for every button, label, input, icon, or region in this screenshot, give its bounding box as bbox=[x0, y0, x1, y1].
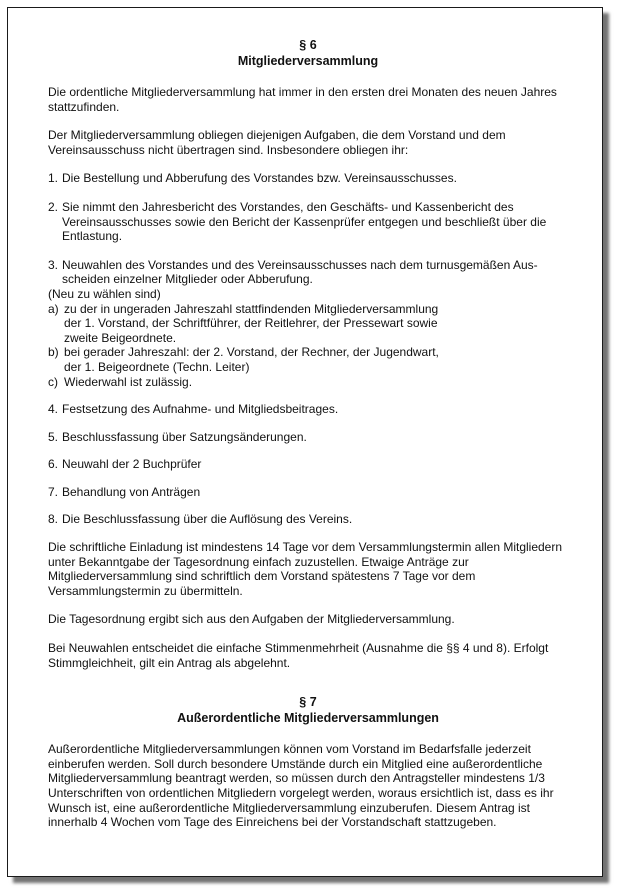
section-6-title: Mitgliederversammlung bbox=[237, 53, 379, 68]
sub-item-c-text: Wiederwahl ist zulässig. bbox=[64, 374, 193, 389]
list-item-8: 8. Die Beschlussfassung über die Auflösung des Vereins. bbox=[48, 512, 568, 527]
list-item-3-line-2: scheiden einzelner Mitglieder oder Abberufung. bbox=[62, 272, 313, 287]
sub-item-c: c) Wiederwahl ist zulässig. bbox=[48, 375, 568, 390]
sub-item-b-line-1: bei gerader Jahreszahl: der 2. Vorstand, der Rechner, der Jugendwart, bbox=[64, 345, 439, 360]
list-item-2: 2. Sie nimmt den Jahresbericht des Vorstandes, den Geschäfts- und Kassenbericht des Vereinsausschusses sowie den Bericht der Kassenprüfer entgegen und beschließt über die Entlastung. bbox=[48, 200, 568, 244]
list-item-6: 6. Neuwahl der 2 Buchprüfer bbox=[48, 457, 568, 472]
section-7-number: § 7 bbox=[299, 695, 317, 710]
list-item-2-text: Sie nimmt den Jahresbericht des Vorstandes, den Geschäfts- und Kassenbericht des Vereinsausschusses sowie den Bericht der Kassenprüfer entgegen und beschließt über die Entlastung. bbox=[62, 199, 547, 244]
list-item-8-text: Die Beschlussfassung über die Auflösung des Vereins. bbox=[62, 512, 353, 527]
section-7-paragraph-1: Außerordentliche Mitgliederversammlungen können vom Vorstand im Bedarfsfalle jederzeit einberufen werden. Soll durch besondere Umstände durch ein Mitglied eine außerordentliche Mitgliederversammlung beantragt werden, so müssen durch den Antragsteller mindestens 1/3 Unterschriften von ordentlichen Mitgliedern vorgelegt werden, woraus ersichtlich ist, dass es ihr Wunsch ist, eine außerordentliche Mitgliederversammlung einzuberufen. Diesem Antrag ist innerhalb 4 Wochen vom Tage des Einreichens bei der Vorstandschaft stattzugeben. bbox=[48, 742, 554, 830]
section-6-paragraph-3: Die schriftliche Einladung ist mindestens 14 Tage vor dem Versammlungstermin allen Mitgliedern unter Bekanntgabe der Tagesordnung einfach zuzustellen. Etwaige Anträge zur Mitgliederversammlung sind schriftlich dem Vorstand spätestens 7 Tage vor dem Versammlungstermin zu übermitteln. bbox=[48, 540, 563, 598]
list-item-1: 1. Die Bestellung und Abberufung des Vorstandes bzw. Vereinsausschusses. bbox=[48, 171, 568, 186]
document-page bbox=[7, 7, 603, 877]
section-6-paragraph-2: Der Mitgliederversammlung obliegen diejenigen Aufgaben, die dem Vorstand und dem Vereinsausschuss nicht übertragen sind. Insbesondere obliegen ihr: bbox=[48, 128, 506, 157]
list-item-5: 5. Beschlussfassung über Satzungsänderungen. bbox=[48, 430, 568, 445]
section-6-paragraph-5: Bei Neuwahlen entscheidet die einfache Stimmenmehrheit (Ausnahme die §§ 4 und 8). Erfolgt Stimmgleichheit, gilt ein Antrag als abgelehnt. bbox=[48, 641, 549, 670]
list-item-3-note: (Neu zu wählen sind) bbox=[48, 286, 161, 301]
section-7-title: Außerordentliche Mitgliederversammlungen bbox=[177, 710, 439, 725]
list-item-4-text: Festsetzung des Aufnahme- und Mitgliedsbeitrages. bbox=[62, 402, 339, 417]
sub-item-a-line-2: der 1. Vorstand, der Schriftführer, der Reitlehrer, der Pressewart sowie bbox=[64, 316, 438, 331]
sub-item-a-line-1: zu der in ungeraden Jahreszahl stattfindenden Mitgliederversammlung bbox=[64, 301, 439, 316]
list-item-5-text: Beschlussfassung über Satzungsänderungen. bbox=[62, 429, 307, 444]
list-item-3: 3. Neuwahlen des Vorstandes und des Vereinsausschusses nach dem turnusgemäßen Aus- scheiden einzelner Mitglieder oder Abberufung. bbox=[48, 258, 568, 287]
list-item-7: 7. Behandlung von Anträgen bbox=[48, 485, 568, 500]
sub-item-b: b) bei gerader Jahreszahl: der 2. Vorstand, der Rechner, der Jugendwart, der 1. Beigeordnete (Techn. Leiter) bbox=[48, 345, 568, 374]
section-6-paragraph-1: Die ordentliche Mitgliederversammlung hat immer in den ersten drei Monaten des neuen Jahres stattzufinden. bbox=[48, 85, 557, 114]
list-item-3-line-1: Neuwahlen des Vorstandes und des Vereinsausschusses nach dem turnusgemäßen Aus- bbox=[62, 257, 538, 272]
section-6-number: § 6 bbox=[299, 38, 317, 52]
list-item-4: 4. Festsetzung des Aufnahme- und Mitgliedsbeitrages. bbox=[48, 402, 568, 417]
section-6-paragraph-4: Die Tagesordnung ergibt sich aus den Aufgaben der Mitgliederversammlung. bbox=[48, 612, 455, 627]
sub-item-b-line-2: der 1. Beigeordnete (Techn. Leiter) bbox=[64, 359, 250, 374]
document-content bbox=[48, 38, 568, 830]
list-item-1-text: Die Bestellung und Abberufung des Vorstandes bzw. Vereinsausschusses. bbox=[62, 171, 457, 186]
list-item-6-text: Neuwahl der 2 Buchprüfer bbox=[62, 457, 202, 472]
list-item-7-text: Behandlung von Anträgen bbox=[62, 484, 201, 499]
sub-item-a: a) zu der in ungeraden Jahreszahl stattfindenden Mitgliederversammlung der 1. Vorstand, der Schriftführer, der Reitlehrer, der Pressewart sowie zweite Beigeordnete. bbox=[48, 302, 568, 346]
sub-item-a-line-3: zweite Beigeordnete. bbox=[64, 330, 177, 345]
